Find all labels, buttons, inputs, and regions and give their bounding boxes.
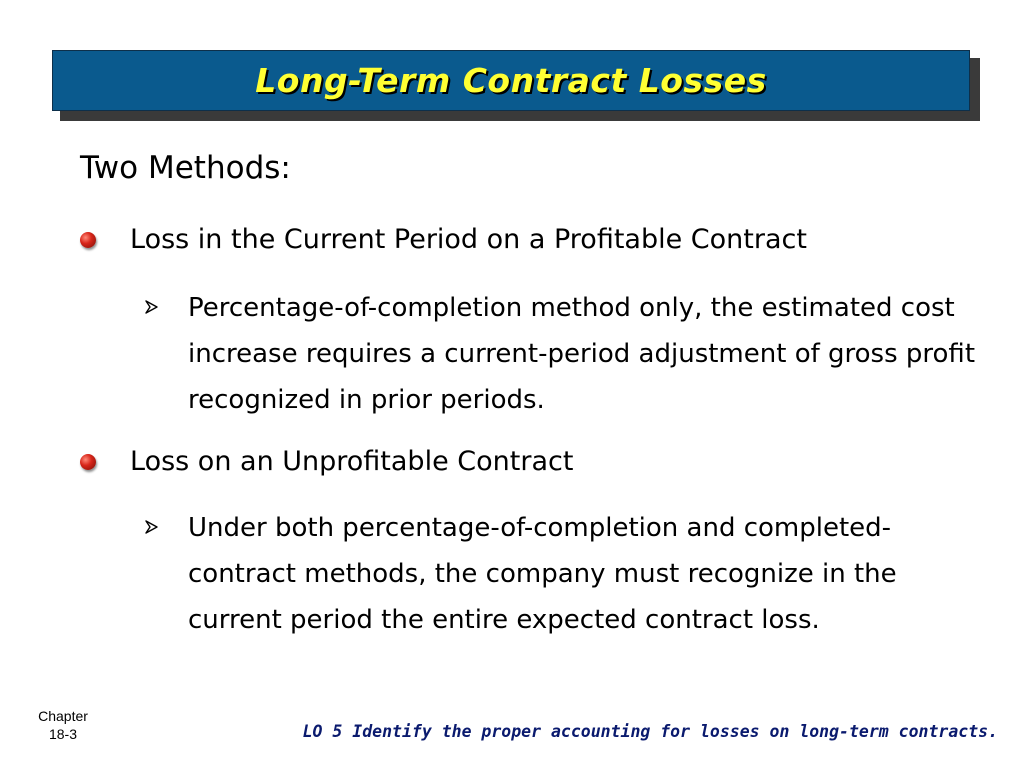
chapter-label-block bbox=[30, 707, 96, 743]
bullet-item-2 bbox=[80, 446, 573, 477]
arrow-bullet-icon bbox=[144, 505, 160, 535]
sub-bullet-item-2 bbox=[144, 505, 984, 643]
learning-objective: LO 5 Identify the proper accounting for losses on long-term contracts. bbox=[302, 722, 998, 741]
section-heading: Two Methods: bbox=[80, 150, 291, 186]
chapter-label: Chapter bbox=[38, 708, 88, 724]
round-bullet-icon bbox=[80, 232, 96, 248]
sub-bullet-item-1 bbox=[144, 285, 984, 423]
arrow-bullet-icon bbox=[144, 285, 160, 315]
sub-bullet-text: Under both percentage-of-completion and completed-contract methods, the company must recognize in the current period the entire expected contract loss. bbox=[188, 513, 897, 635]
title-bar bbox=[52, 50, 970, 111]
bullet-text: Loss on an Unprofitable Contract bbox=[130, 446, 574, 477]
round-bullet-icon bbox=[80, 454, 96, 470]
bullet-item-1 bbox=[80, 224, 807, 255]
bullet-text: Loss in the Current Period on a Profitable Contract bbox=[130, 224, 807, 255]
sub-bullet-text: Percentage-of-completion method only, the estimated cost increase requires a current-period adjustment of gross profit recognized in prior periods. bbox=[188, 293, 976, 415]
slide-title: Long-Term Contract Losses bbox=[255, 61, 767, 100]
chapter-number: 18-3 bbox=[48, 726, 78, 742]
